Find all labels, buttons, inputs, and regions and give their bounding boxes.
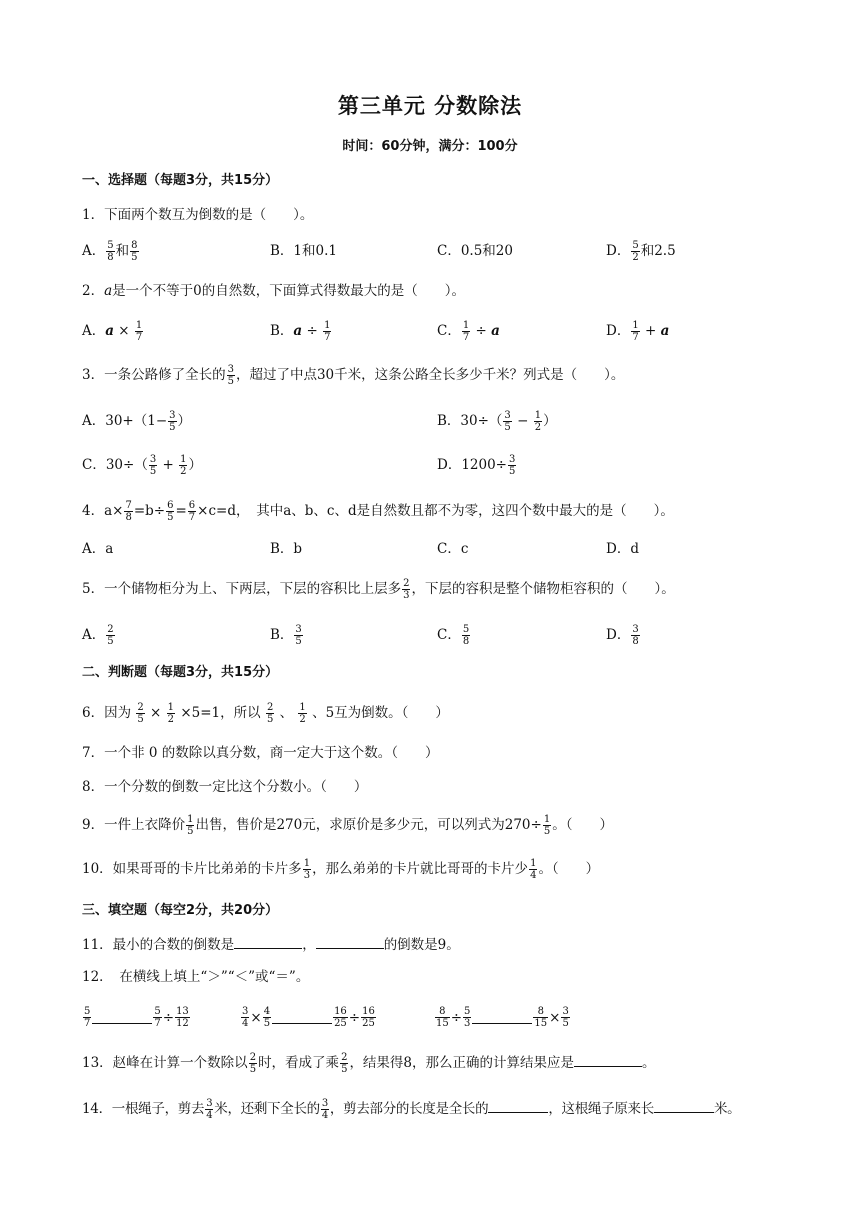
answer-blank[interactable] [472,1011,532,1024]
fraction: $\frac{2}{5}$ [341,1052,348,1075]
fraction: $\frac{1}{2}$ [180,454,187,477]
question-11: 11．最小的合数的倒数是 ， 的倒数是9。 [82,937,460,953]
fraction: $\frac{5}{7}$ [84,1006,91,1029]
question-9: 9．一件上衣降价 $\frac{1}{5}$ 出售，售价是270元，求原价是多少元，可以列式为270÷ $\frac{1}{5}$ 。（ ） [82,814,613,837]
q4-option-b: B．b [270,541,303,557]
q3-option-a: A．30+（1− $\frac{3}{5}$ ） [82,410,192,433]
fraction: $\frac{3}{4}$ [321,1098,328,1121]
answer-blank[interactable] [272,1011,332,1024]
fraction: $\frac{4}{5}$ [263,1006,271,1029]
fraction: $\frac{5}{8}$ [107,240,114,263]
fraction: $\frac{16}{25}$ [362,1006,375,1029]
fraction: $\frac{3}{5}$ [562,1006,569,1029]
q2-option-a: A．a × $\frac{1}{7}$ [82,320,143,343]
page-title: 第三单元 分数除法 [337,94,523,118]
fraction: $\frac{3}{4}$ [206,1098,213,1121]
fraction: $\frac{8}{5}$ [131,240,138,263]
fraction: $\frac{3}{5}$ [509,454,516,477]
fraction: $\frac{5}{2}$ [632,240,639,263]
fraction: $\frac{1}{2}$ [299,702,306,725]
fraction: $\frac{1}{5}$ [187,814,194,837]
question-12-stem: 12． 在横线上填上“＞”“＜”或“＝”。 [82,969,310,985]
q5-option-b: B． $\frac{3}{5}$ [270,624,302,647]
answer-blank[interactable] [488,1100,548,1113]
answer-blank[interactable] [92,1011,152,1024]
answer-blank[interactable] [654,1100,714,1113]
question-14: 14．一根绳子，剪去 $\frac{3}{4}$ 米，还剩下全长的 $\frac{3}{4}$ ，剪去部分的长度是全长的 ，这根绳子原来长 米。 [82,1098,741,1121]
fraction: $\frac{1}{3}$ [303,858,311,881]
fraction: $\frac{2}{5}$ [137,702,144,725]
fraction: $\frac{2}{5}$ [266,702,274,725]
fraction: $\frac{1}{4}$ [530,858,537,881]
fraction: $\frac{8}{15}$ [534,1006,548,1029]
question-6: 6．因为 $\frac{2}{5}$ × $\frac{1}{2}$ ×5=1，所以 $\frac{2}{5}$ 、 $\frac{1}{2}$ 、5互为倒数。（ ） [82,702,449,725]
fraction: $\frac{1}{2}$ [167,702,175,725]
question-1-stem: 1．下面两个数互为倒数的是（ ）。 [82,207,314,223]
question-4-stem: 4．a× $\frac{7}{8}$ =b÷ $\frac{6}{5}$ = $\frac{6}{7}$ ×c=d， 其中a、b、c、d是自然数且都不为零，这四个数中最大的是（ ）。 [82,500,674,523]
q1-option-a: A． $\frac{5}{8}$ 和 $\frac{8}{5}$ [82,240,138,263]
fraction: $\frac{16}{25}$ [334,1006,347,1029]
q2-option-c: C． $\frac{1}{7}$ ÷ a [437,320,500,343]
question-2-stem: 2．a是一个不等于0的自然数，下面算式得数最大的是（ ）。 [82,283,465,299]
fraction: $\frac{6}{5}$ [167,500,174,523]
fraction: $\frac{5}{3}$ [464,1006,471,1029]
q1-option-c: C．0.5和20 [437,243,513,259]
q12-expression-1: $\frac{5}{7}$ $\frac{5}{7}$ ÷ $\frac{13}{12}$ [84,1006,189,1029]
q12-expression-2: $\frac{3}{4}$ × $\frac{4}{5}$ $\frac{16}{25}$ ÷ $\frac{16}{25}$ [242,1006,375,1029]
q3-option-c: C．30÷（ $\frac{3}{5}$ + $\frac{1}{2}$ ） [82,454,202,477]
q1-option-b: B．1和0.1 [270,243,337,259]
question-10: 10．如果哥哥的卡片比弟弟的卡片多 $\frac{1}{3}$ ，那么弟弟的卡片就比哥哥的卡片少 $\frac{1}{4}$ 。（ ） [82,858,600,881]
fraction: $\frac{3}{5}$ [149,454,157,477]
fraction: $\frac{13}{12}$ [176,1006,189,1029]
fraction: $\frac{3}{5}$ [169,410,176,433]
fraction: $\frac{1}{7}$ [324,320,331,343]
question-7: 7．一个非 0 的数除以真分数，商一定大于这个数。（ ） [82,745,439,761]
fraction: $\frac{1}{7}$ [632,320,639,343]
page-subtitle: 时间：60分钟，满分：100分 [342,139,518,154]
question-8: 8．一个分数的倒数一定比这个分数小。（ ） [82,779,368,795]
section-heading-judge: 二、判断题（每题3分，共15分） [82,665,279,680]
fraction: $\frac{3}{8}$ [632,624,639,647]
fraction: $\frac{2}{5}$ [107,624,114,647]
fraction: $\frac{2}{3}$ [403,578,410,601]
q3-option-d: D．1200÷ $\frac{3}{5}$ [437,454,516,477]
question-13: 13．赵峰在计算一个数除以 $\frac{2}{5}$ 时，看成了乘 $\frac{2}{5}$ ，结果得8，那么正确的计算结果应是 。 [82,1052,656,1075]
fraction: $\frac{5}{7}$ [154,1006,161,1029]
fraction: $\frac{2}{5}$ [249,1052,257,1075]
answer-blank[interactable] [316,936,384,949]
q12-expression-3: $\frac{8}{15}$ ÷ $\frac{5}{3}$ $\frac{8}{15}$ × $\frac{3}{5}$ [436,1006,569,1029]
fraction: $\frac{3}{5}$ [504,410,511,433]
fraction: $\frac{3}{5}$ [227,364,234,387]
answer-blank[interactable] [234,936,302,949]
q4-option-c: C．c [437,541,469,557]
fraction: $\frac{1}{7}$ [135,320,143,343]
answer-blank[interactable] [574,1054,642,1067]
fraction: $\frac{6}{7}$ [188,500,196,523]
q2-option-d: D． $\frac{1}{7}$ + a [606,320,670,343]
q4-option-a: A．a [82,541,114,557]
q5-option-d: D． $\frac{3}{8}$ [606,624,639,647]
fraction: $\frac{1}{2}$ [534,410,542,433]
fraction: $\frac{8}{15}$ [436,1006,449,1029]
q2-option-b: B．a ÷ $\frac{1}{7}$ [270,320,331,343]
q5-option-a: A． $\frac{2}{5}$ [82,624,114,647]
fraction: $\frac{7}{8}$ [125,500,132,523]
fraction: $\frac{3}{5}$ [295,624,302,647]
q3-option-b: B．30÷（ $\frac{3}{5}$ − $\frac{1}{2}$ ） [437,410,557,433]
fraction: $\frac{1}{5}$ [543,814,551,837]
fraction: $\frac{3}{4}$ [242,1006,249,1029]
q5-option-c: C． $\frac{5}{8}$ [437,624,470,647]
q4-option-d: D．d [606,541,639,557]
fraction: $\frac{1}{7}$ [462,320,470,343]
fraction: $\frac{5}{8}$ [462,624,470,647]
question-3-stem: 3．一条公路修了全长的 $\frac{3}{5}$ ，超过了中点30千米，这条公路全长多少千米？列式是（ ）。 [82,364,625,387]
section-heading-fill: 三、填空题（每空2分，共20分） [82,903,279,918]
q1-option-d: D． $\frac{5}{2}$ 和2.5 [606,240,676,263]
question-5-stem: 5．一个储物柜分为上、下两层，下层的容积比上层多 $\frac{2}{3}$ ，下层的容积是整个储物柜容积的（ ）。 [82,578,675,601]
section-heading-choice: 一、选择题（每题3分，共15分） [82,173,279,188]
